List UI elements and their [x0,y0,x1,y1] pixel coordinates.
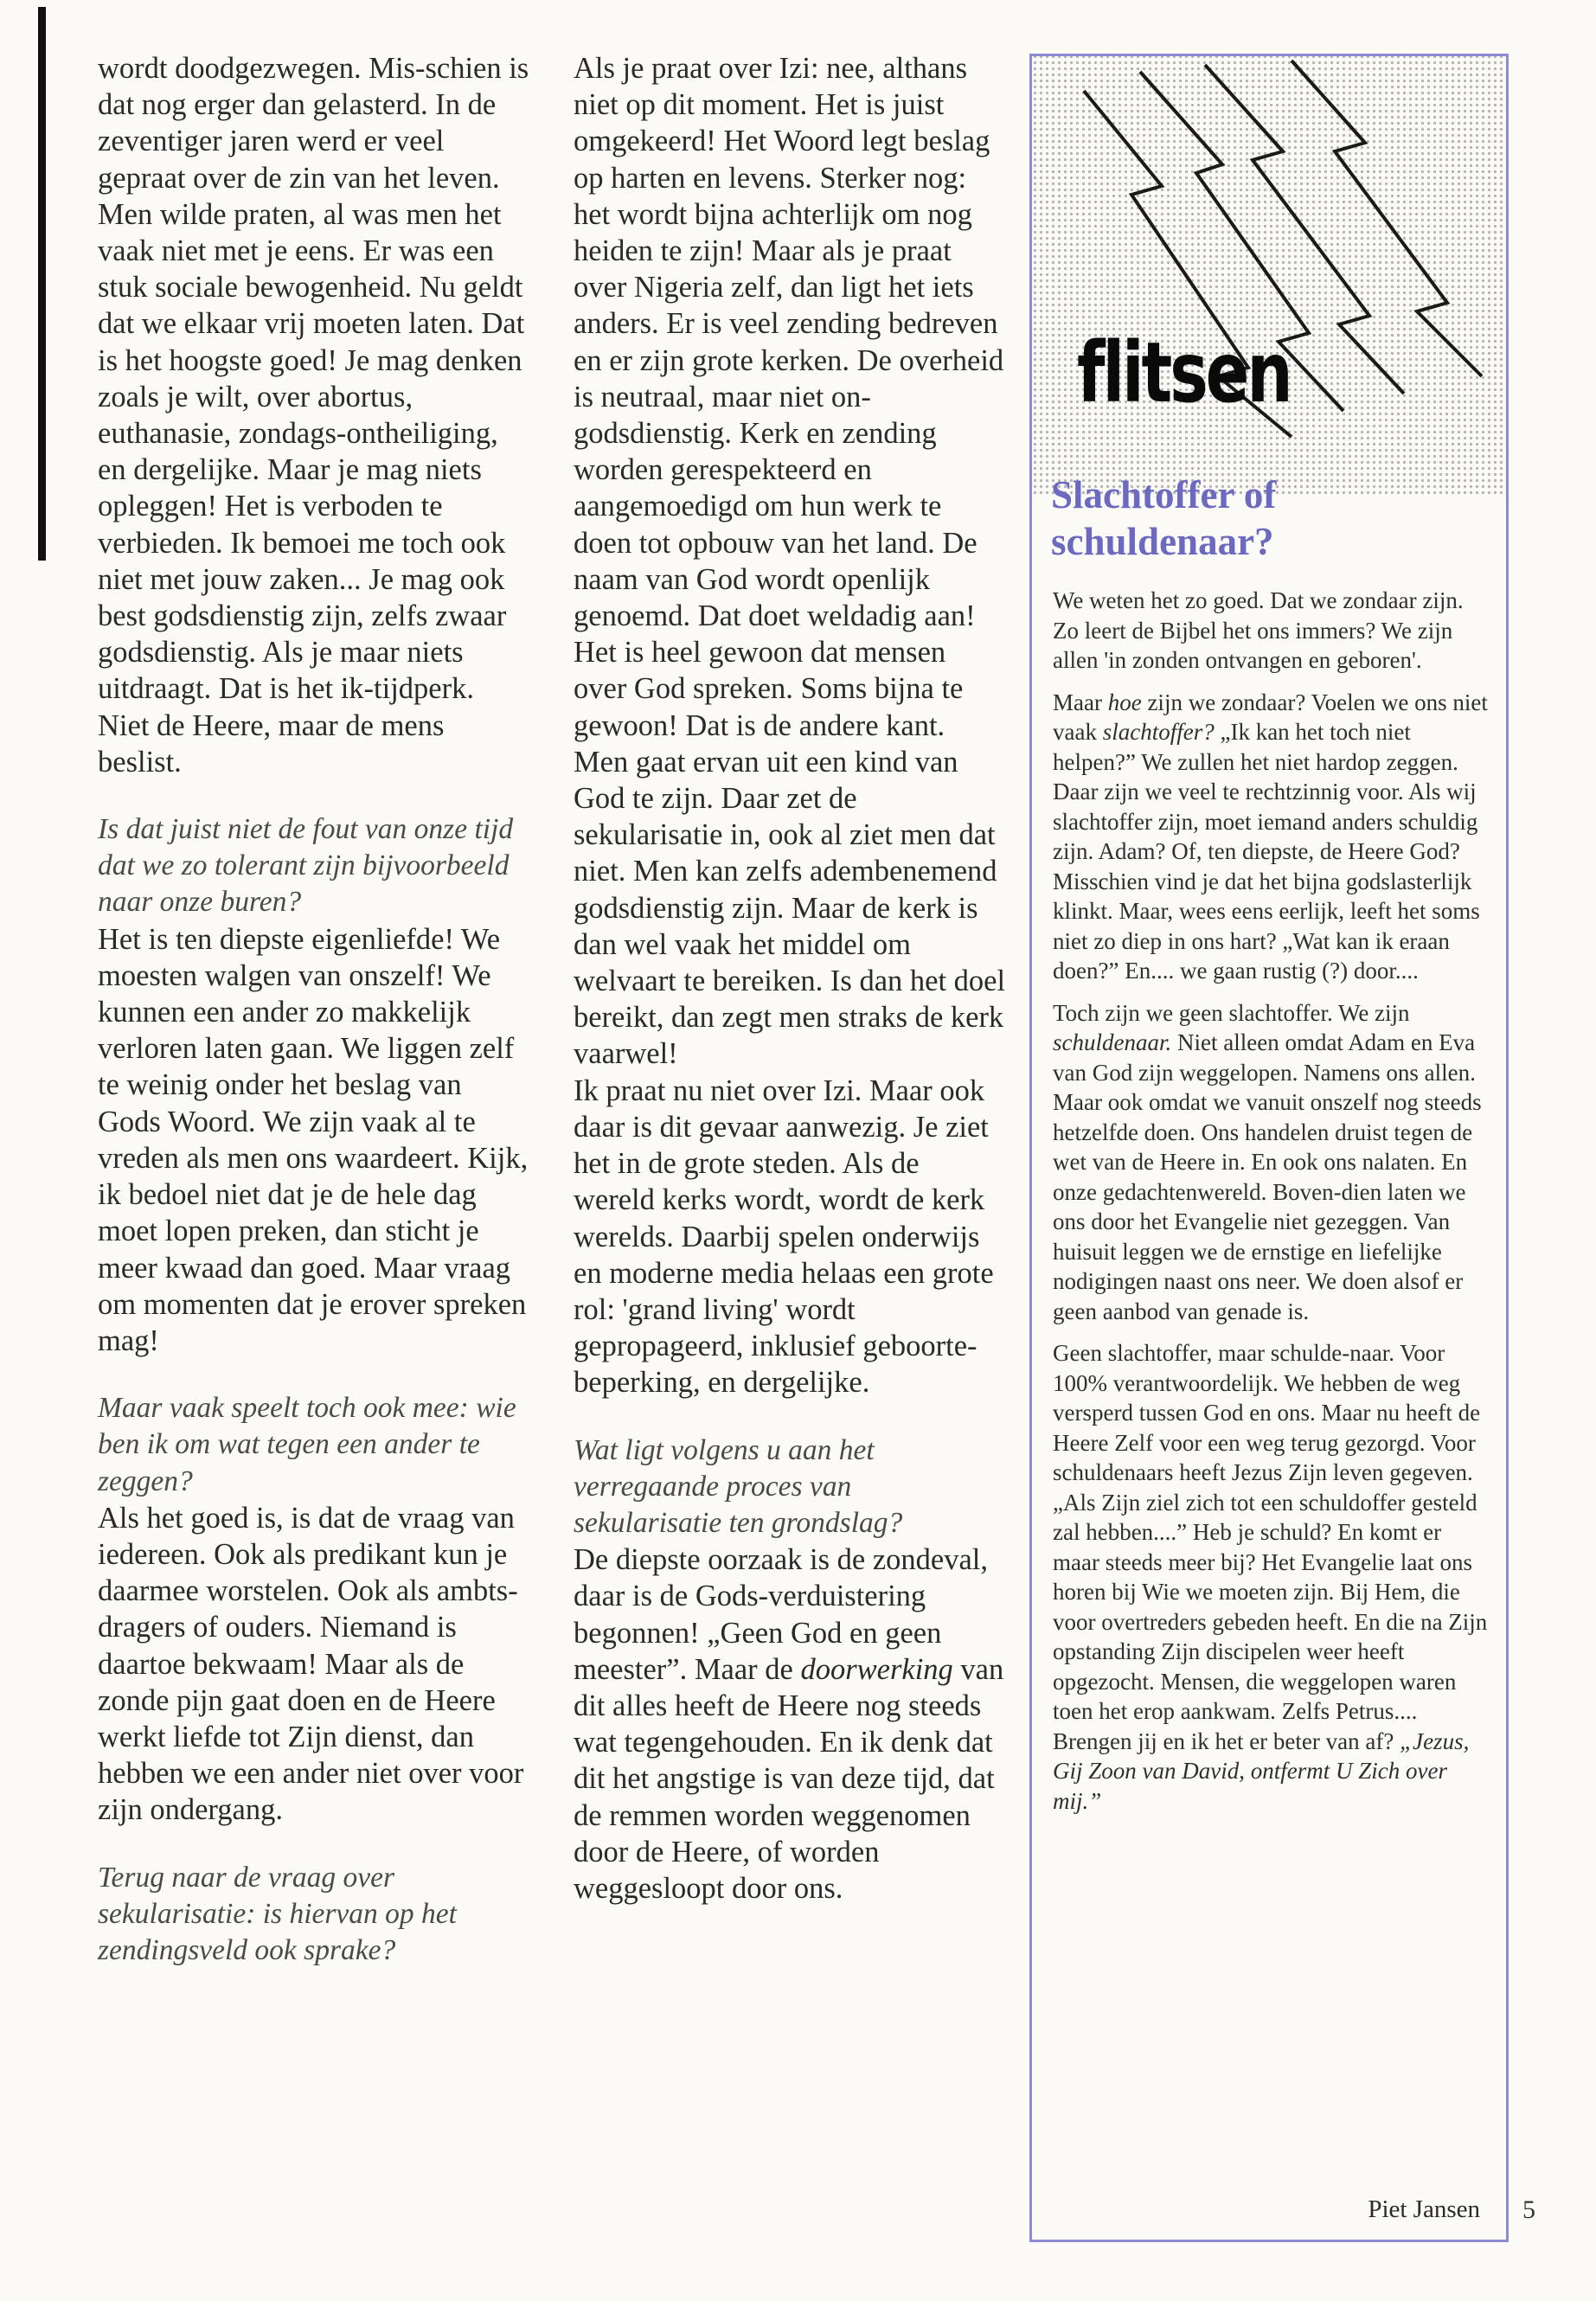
col1-question-3: Terug naar de vraag over sekularisatie: is hiervan op het zendingsveld ook sprake? [98,1861,457,1966]
flitsen-sidebar [1029,54,1509,2242]
author-name: Piet Jansen [1368,2195,1480,2223]
box-body [1053,586,1490,1828]
binding-edge [38,7,46,561]
box-p3-c: Niet alleen omdat Adam en Eva van God zijn weggelopen. Namens ons allen. Maar ook omdat we vanuit onszelf nog steeds hetzelfde doen. Ons handelen druist tegen de wet van de Heere in. En ook ons nalaten. En onze gedachtenwereld. Boven-dien laten we ons door het Evangelie niet gezeggen. Van huisuit leggen we de ernstige en liefelijke nodigingen naast ons neer. We doen alsof er geen aanbod van genade is. [1053,1029,1482,1324]
box-p3-b: schuldenaar. [1053,1029,1172,1055]
col2-paragraph-4 [574,1541,1006,1907]
box-p2-d: slachtoffer? [1102,719,1215,745]
box-title: Slachtoffer of schuldenaar? [1051,473,1277,563]
box-p2-c: zijn we zondaar? Voelen we ons niet vaak [1053,689,1488,745]
flitsen-logo: flitsen [1077,324,1291,421]
box-paragraph-3 [1053,998,1490,1327]
box-paragraph-1: We weten het zo goed. Dat we zondaar zijn. Zo leert de Bijbel het ons immers? We zijn allen 'in zonden ontvangen en geboren'. [1053,587,1464,673]
box-p2-e: „Ik kan het toch niet helpen?” We zullen het niet hardop zeggen. Daar zijn we veel te rechtzinnig voor. Als wij slachtoffer zijn, moet iemand anders schuldig zijn. Adam? Of, ten diepste, de Heere God? Misschien vind je dat het bijna godslasterlijk klinkt. Maar, wees eens eerlijk, leeft het soms niet zo diep in ons hart? „Wat kan ik eraan doen?” En.... we gaan rustig (?) door.... [1053,719,1480,984]
box-paragraph-2 [1053,688,1490,986]
col2-p4-start: De diepste oorzaak is de zondeval, daar is de Gods-verduistering begonnen! „Geen God en geen meester”. Maar de [574,1543,988,1686]
col2-paragraph-2: Men gaat ervan uit een kind van God te zijn. Daar zet de sekularisatie in, ook al ziet men dat niet. Men kan zelfs adembenemend godsdienstig zijn. Maar de kerk is dan wel vaak het middel om welvaart te bereiken. Is dan het doel bereikt, dan zegt men straks de kerk vaarwel! [574,745,1006,1071]
box-p4-a: Geen slachtoffer, maar schulde-naar. Voor 100% verantwoordelijk. We hebben de weg versperd tussen God en ons. Maar nu heeft de Heere Zelf voor een weg terug gezorgd. Voor schuldenaars heeft Jezus Zijn leven gegeven. „Als Zijn ziel zich tot een schuldoffer gesteld zal hebben....” Heb je schuld? En komt er maar steeds meer bij? Het Evangelie laat ons horen bij Wie we moeten zijn. Bij Hem, die voor overtreders gebeden heeft. En die na Zijn opstanding Zijn discipelen weer heeft opgezocht. Mensen, die weggelopen waren toen het erop aankwam. Zelfs Petrus.... Brengen jij en ik het er beter van af? [1053,1340,1488,1754]
box-paragraph-4 [1053,1338,1490,1816]
col1-question-2: Maar vaak speelt toch ook mee: wie ben ik om wat tegen een ander te zeggen? [98,1392,516,1497]
col2-p4-emphasis: doorwerking [800,1652,953,1686]
page-number: 5 [1522,2195,1535,2224]
column-1 [98,50,530,1969]
col1-paragraph-2: Het is ten diepste eigenliefde! We moesten walgen van onszelf! We kunnen een ander zo makkelijk verloren laten gaan. We liggen zelf te weinig onder het beslag van Gods Woord. We zijn vaak al te vreden als men ons waardeert. Kijk, ik bedoel niet dat je de hele dag moet lopen preken, dan sticht je meer kwaad dan goed. Maar vraag om momenten dat je erover spreken mag! [98,922,529,1357]
col1-paragraph-3: Als het goed is, is dat de vraag van iedereen. Ook als predikant kun je daarmee worstelen. Ook als ambts-dragers of ouders. Niemand is daartoe bekwaam! Maar als de zonde pijn gaat doen en de Heere werkt liefde tot Zijn dienst, dan hebben we een ander niet over voor zijn ondergang. [98,1501,524,1827]
col2-question-1: Wat ligt volgens u aan het verregaande proces van sekularisatie ten grondslag? [574,1433,903,1539]
box-p2-a: Maar [1053,689,1102,715]
col2-p4-end: van dit alles heeft de Heere nog steeds wat tegengehouden. En ik denk dat dit het angstige is van deze tijd, dat de remmen worden weggenomen door de Heere, of worden weggesloopt door ons. [574,1652,1004,1905]
box-p2-b: hoe [1107,689,1142,715]
col1-paragraph-1: wordt doodgezwegen. Mis-schien is dat nog erger dan gelasterd. In de zeventiger jaren werd er veel gepraat over de zin van het leven. Men wilde praten, al was men het vaak niet met je eens. Er was een stuk sociale bewogenheid. Nu geldt dat we elkaar vrij moeten laten. Dat is het hoogste goed! Je mag denken zoals je wilt, over abortus, euthanasie, zondags-ontheiliging, en dergelijke. Maar je mag niets opleggen! Het is verboden te verbieden. Ik bemoei me toch ook niet met jouw zaken... Je mag ook best godsdienstig zijn, zelfs zwaar godsdienstig. Als je maar niets uitdraagt. Dat is het ik-tijdperk. Niet de Heere, maar de mens beslist. [98,52,529,779]
col2-paragraph-3: Ik praat nu niet over Izi. Maar ook daar is dit gevaar aanwezig. Je ziet het in de grote steden. Als de wereld kerks wordt, wordt de kerk werelds. Daarbij spelen onderwijs en moderne media helaas een grote rol: 'grand living' wordt gepropageerd, inklusief geboorte-beperking, en dergelijke. [574,1074,994,1400]
col2-paragraph-1: Als je praat over Izi: nee, althans niet op dit moment. Het is juist omgekeerd! Het Woord legt beslag op harten en levens. Sterker nog: het wordt bijna achterlijk om nog heiden te zijn! Maar als je praat over Nigeria zelf, dan ligt het iets anders. Er is veel zending bedreven en er zijn grote kerken. De overheid is neutraal, maar niet on-godsdienstig. Kerk en zending worden gerespekteerd en aangemoedigd om hun werk te doen tot opbouw van het land. De naam van God wordt openlijk genoemd. Dat doet weldadig aan! Het is heel gewoon dat mensen over God spreken. Soms bijna te gewoon! Dat is de andere kant. [574,52,1004,742]
box-p3-a: Toch zijn we geen slachtoffer. We zijn [1053,999,1410,1026]
box-p4-b: „Jezus, Gij Zoon van David, ontfermt U Zich over mij.” [1053,1727,1470,1814]
column-2 [574,50,1006,1907]
col1-question-1: Is dat juist niet de fout van onze tijd dat we zo tolerant zijn bijvoorbeeld naar onze buren? [98,813,514,919]
